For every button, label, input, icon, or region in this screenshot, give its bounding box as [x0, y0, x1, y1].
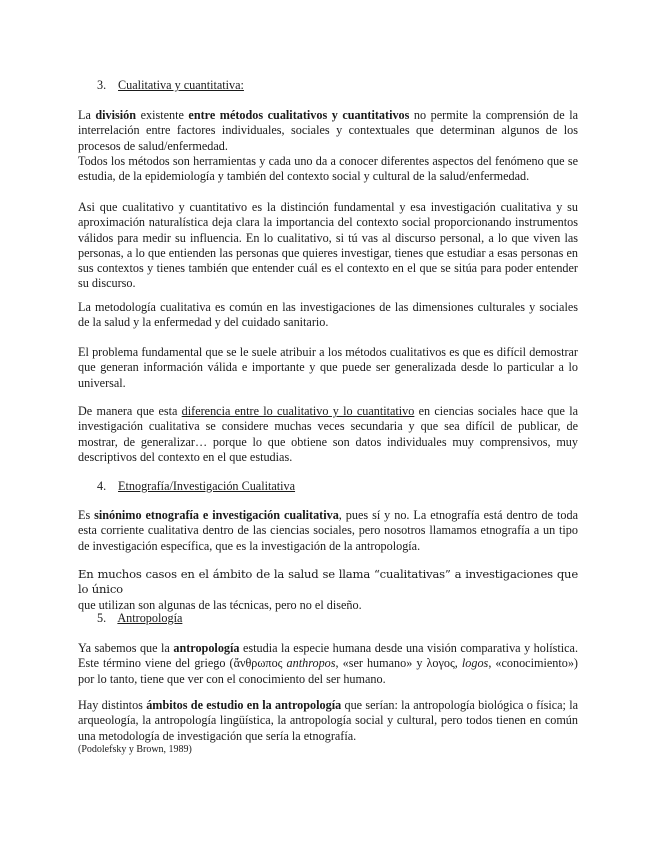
paragraph-diferencia: De manera que esta diferencia entre lo cualitativo y lo cuantitativo en ciencias sociales hace que la investigación cualitativa se considere muchas veces secundaria y que sea difícil de publicar, de mostrar, de generalizar… porque lo que obtiene son datos individuales muy comprensivos, muy descriptivos del contexto en el que estudias.	[78, 404, 578, 464]
paragraph-ambitos: Hay distintos ámbitos de estudio en la antropología que serían: la antropología biológica o física; la arqueología, la antropología lingüística, la antropología social y cultural, pero todos tienen en común una metodología de investigación que sería la etnografía.	[78, 698, 579, 743]
paragraph-sinonimo: Es sinónimo etnografía e investigación cualitativa, pues sí y no. La etnografía está dentro de toda esta corriente cualitativa dentro de las ciencias sociales, pero nosotros llamamos etnografía a un tipo de investigación específica, que es la investigación de la antropología.	[78, 508, 578, 553]
italic-term: logos	[461, 656, 489, 671]
section-4-heading	[97, 479, 295, 494]
section-title: Cualitativa y cuantitativa:	[118, 78, 244, 92]
bold-term: ámbitos de estudio en la antropología	[146, 698, 342, 712]
section-number: 4.	[97, 479, 107, 493]
underlined-phrase: diferencia entre lo cualitativo y lo cuantitativo	[181, 404, 415, 418]
italic-term: anthropos	[286, 656, 336, 671]
section-5-heading	[97, 611, 182, 626]
section-number: 3.	[97, 78, 107, 92]
citation: (Podolefsky y Brown, 1989)	[78, 744, 192, 755]
section-number: 5.	[97, 611, 107, 625]
section-title: Antropología	[117, 611, 183, 625]
paragraph-problema: El problema fundamental que se le suele atribuir a los métodos cualitativos es que es difícil demostrar que generan información válida e importante y que puede ser generalizada desde lo particular a lo universal.	[78, 345, 578, 390]
bold-term: división	[95, 108, 137, 122]
paragraph-antropologia: Ya sabemos que la antropología estudia la especie humana desde una visión comparativa y holística. Este término viene del griego (ἄνθρωπος anthropos, «ser humano» y λογος, logos, «conocimiento») por lo tanto, tiene que ver con el conocimiento del ser humano.	[78, 641, 578, 686]
paragraph-metodologia: La metodología cualitativa es común en las investigaciones de las dimensiones culturales y sociales de la salud y la enfermedad y del cuidado sanitario.	[78, 300, 578, 330]
paragraph-division: La división existente entre métodos cualitativos y cuantitativos no permite la comprensión de la interrelación entre factores individuales, sociales y contextuales que determinan algunos de los procesos de salud/enfermedad. Todos los métodos son herramientas y cada uno da a conocer diferentes aspectos del fenómeno que se estudia, de la epidemiología y también del contexto social y cultural de la salud/enfermedad.	[78, 108, 579, 184]
bold-term: entre métodos cualitativos y cuantitativos	[188, 108, 410, 122]
bold-term: antropología	[173, 641, 240, 655]
paragraph-methods: Todos los métodos son herramientas y cada uno da a conocer diferentes aspectos del fenómeno que se estudia, de la epidemiología y también del contexto social y cultural de la salud/enfermedad.	[78, 153, 578, 184]
bold-term: sinónimo etnografía e investigación cualitativa	[94, 508, 339, 522]
section-title: Etnografía/Investigación Cualitativa	[118, 479, 296, 493]
paragraph-distinction: Asi que cualitativo y cuantitativo es la distinción fundamental y esa investigación cualitativa y su aproximación naturalística deja clara la importancia del contexto social proporcionando instrumentos válidos para medir su influencia. En lo cualitativo, si tú vas al discurso personal, a lo que viven las personas, a lo que entienden las personas que quieres investigar, tienes que estudiar a esas personas en sus contextos y tienes también que entender cuál es el contexto en el que se sitúa para poder entender su discurso.	[78, 200, 578, 291]
paragraph-ambito-salud: En muchos casos en el ámbito de la salud se llama “cualitativas” a investigaciones que lo único que utilizan son algunas de las técnicas, pero no el diseño.	[78, 567, 578, 612]
section-3-heading	[97, 78, 244, 93]
